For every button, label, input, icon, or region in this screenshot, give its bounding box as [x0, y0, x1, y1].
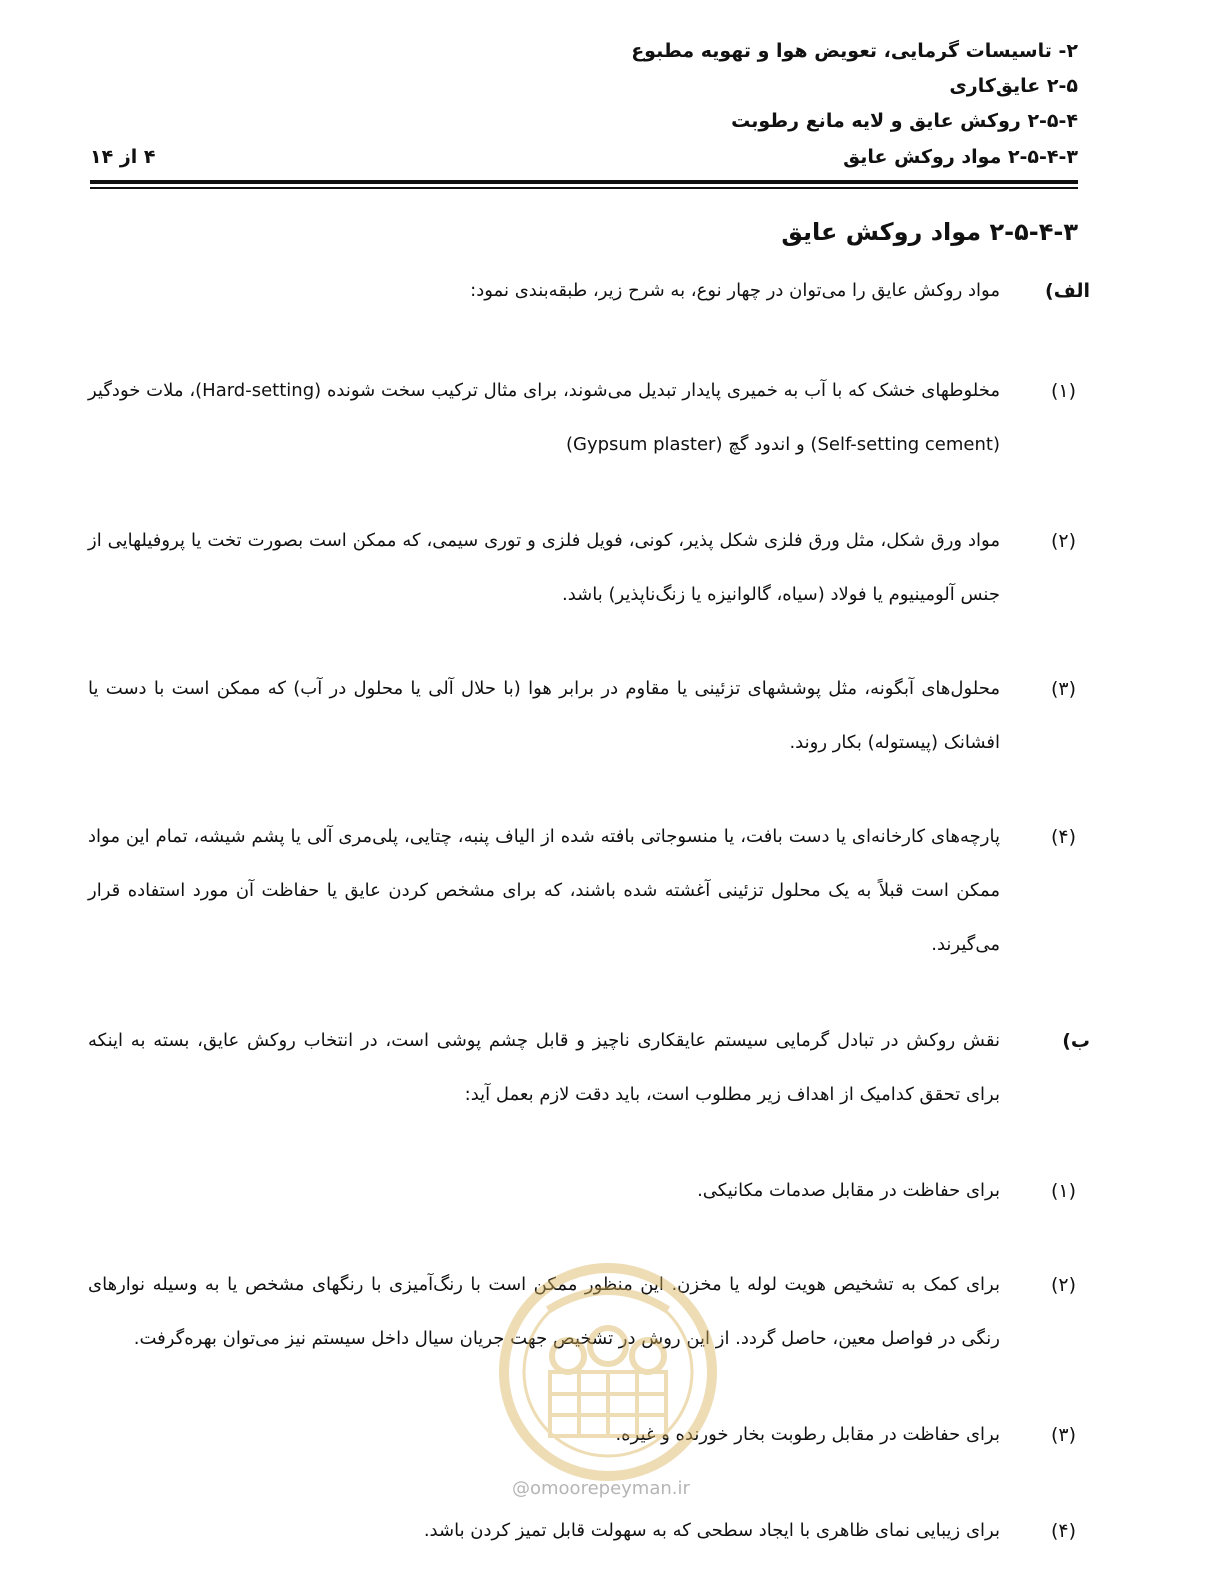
- section-title: ۲-۵-۴-۳ مواد روکش عایق: [781, 218, 1078, 246]
- item-text: محلول‌های آبگونه، مثل پوششهای تزئینی یا مقاوم در برابر هوا (با حلال آلی یا محلول در آب) که ممکن است با دست یا افشانک (پیستوله) بکار روند.: [88, 678, 1000, 753]
- item-marker: (۴): [1050, 1520, 1076, 1542]
- running-header: [90, 38, 1078, 188]
- header-chapter: ۲- تاسیسات گرمایی، تعویض هوا و تهویه مطبوع: [631, 40, 1078, 62]
- item-text: برای حفاظت در مقابل صدمات مکانیکی.: [697, 1180, 1000, 1201]
- item-marker: (۱): [1050, 1180, 1076, 1202]
- watermark-url: @omoorepeyman.ir: [512, 1478, 690, 1499]
- item-marker: (۴): [1050, 826, 1076, 848]
- part-a-item: [88, 678, 1090, 770]
- item-text: پارچه‌های کارخانه‌ای یا دست بافت، یا منسوجاتی بافته شده از الیاف پنبه، چتایی، پلی‌مری آلی یا پشم شیشه، تمام این مواد ممکن است قبلاً به یک محلول تزئینی آغشته شده باشند، که برای مشخص کردن عایق یا حفاظت آن مورد استفاده قرار می‌گیرند.: [88, 826, 1000, 955]
- header-section: ۲-۵ عایق‌کاری: [949, 75, 1078, 97]
- part-b-intro: [88, 1030, 1090, 1122]
- header-subsection: ۲-۵-۴ روکش عایق و لایه مانع رطوبت: [731, 110, 1078, 132]
- part-a-intro: [88, 280, 1090, 318]
- header-subsubsection: ۲-۵-۴-۳ مواد روکش عایق: [843, 146, 1078, 168]
- item-text: برای حفاظت در مقابل رطوبت بخار خورنده و غیره.: [615, 1424, 1000, 1445]
- part-a-marker: الف): [1045, 280, 1090, 302]
- part-a-item: [88, 380, 1090, 472]
- part-a-item: [88, 826, 1090, 972]
- part-b-marker: ب): [1062, 1030, 1090, 1052]
- part-a-text: مواد روکش عایق را می‌توان در چهار نوع، به شرح زیر، طبقه‌بندی نمود:: [470, 280, 1000, 301]
- item-text: مخلوطهای خشک که با آب به خمیری پایدار تبدیل می‌شوند، برای مثال ترکیب سخت شونده (Hard-setting)، ملات خودگیر (Self-setting cement) و اندود گچ (Gypsum plaster): [88, 380, 1000, 455]
- page-number: ۴ از ۱۴: [90, 146, 156, 168]
- header-rule-thin: [90, 187, 1078, 189]
- item-text: مواد ورق شکل، مثل ورق فلزی شکل پذیر، کونی، فویل فلزی و توری سیمی، که ممکن است بصورت تخت یا پروفیلهایی از جنس آلومینیوم یا فولاد (سیاه، گالوانیزه یا زنگ‌ناپذیر) باشد.: [88, 530, 1000, 605]
- part-a-item: [88, 530, 1090, 622]
- part-b-item: [88, 1180, 1090, 1218]
- item-text: برای کمک به تشخیص هویت لوله یا مخزن. این منظور ممکن است با رنگ‌آمیزی با رنگهای مشخص یا به وسیله نوارهای رنگی در فواصل معین، حاصل گردد. از این روش در تشخیص جهت جریان سیال داخل سیستم نیز می‌توان بهره‌گرفت.: [88, 1274, 1000, 1349]
- part-b-text: نقش روکش در تبادل گرمایی سیستم عایقکاری ناچیز و قابل چشم پوشی است، در انتخاب روکش عایق، بسته به اینکه برای تحقق کدامیک از اهداف زیر مطلوب است، باید دقت لازم بعمل آید:: [88, 1030, 1000, 1105]
- item-marker: (۳): [1050, 678, 1076, 700]
- item-marker: (۱): [1050, 380, 1076, 402]
- header-rule-thick: [90, 180, 1078, 184]
- item-marker: (۲): [1050, 1274, 1076, 1296]
- part-b-item: [88, 1520, 1090, 1558]
- watermark-seal-icon: [488, 1252, 728, 1492]
- item-marker: (۲): [1050, 530, 1076, 552]
- item-text: برای زیبایی نمای ظاهری با ایجاد سطحی که به سهولت قابل تمیز کردن باشد.: [423, 1520, 1000, 1541]
- item-marker: (۳): [1050, 1424, 1076, 1446]
